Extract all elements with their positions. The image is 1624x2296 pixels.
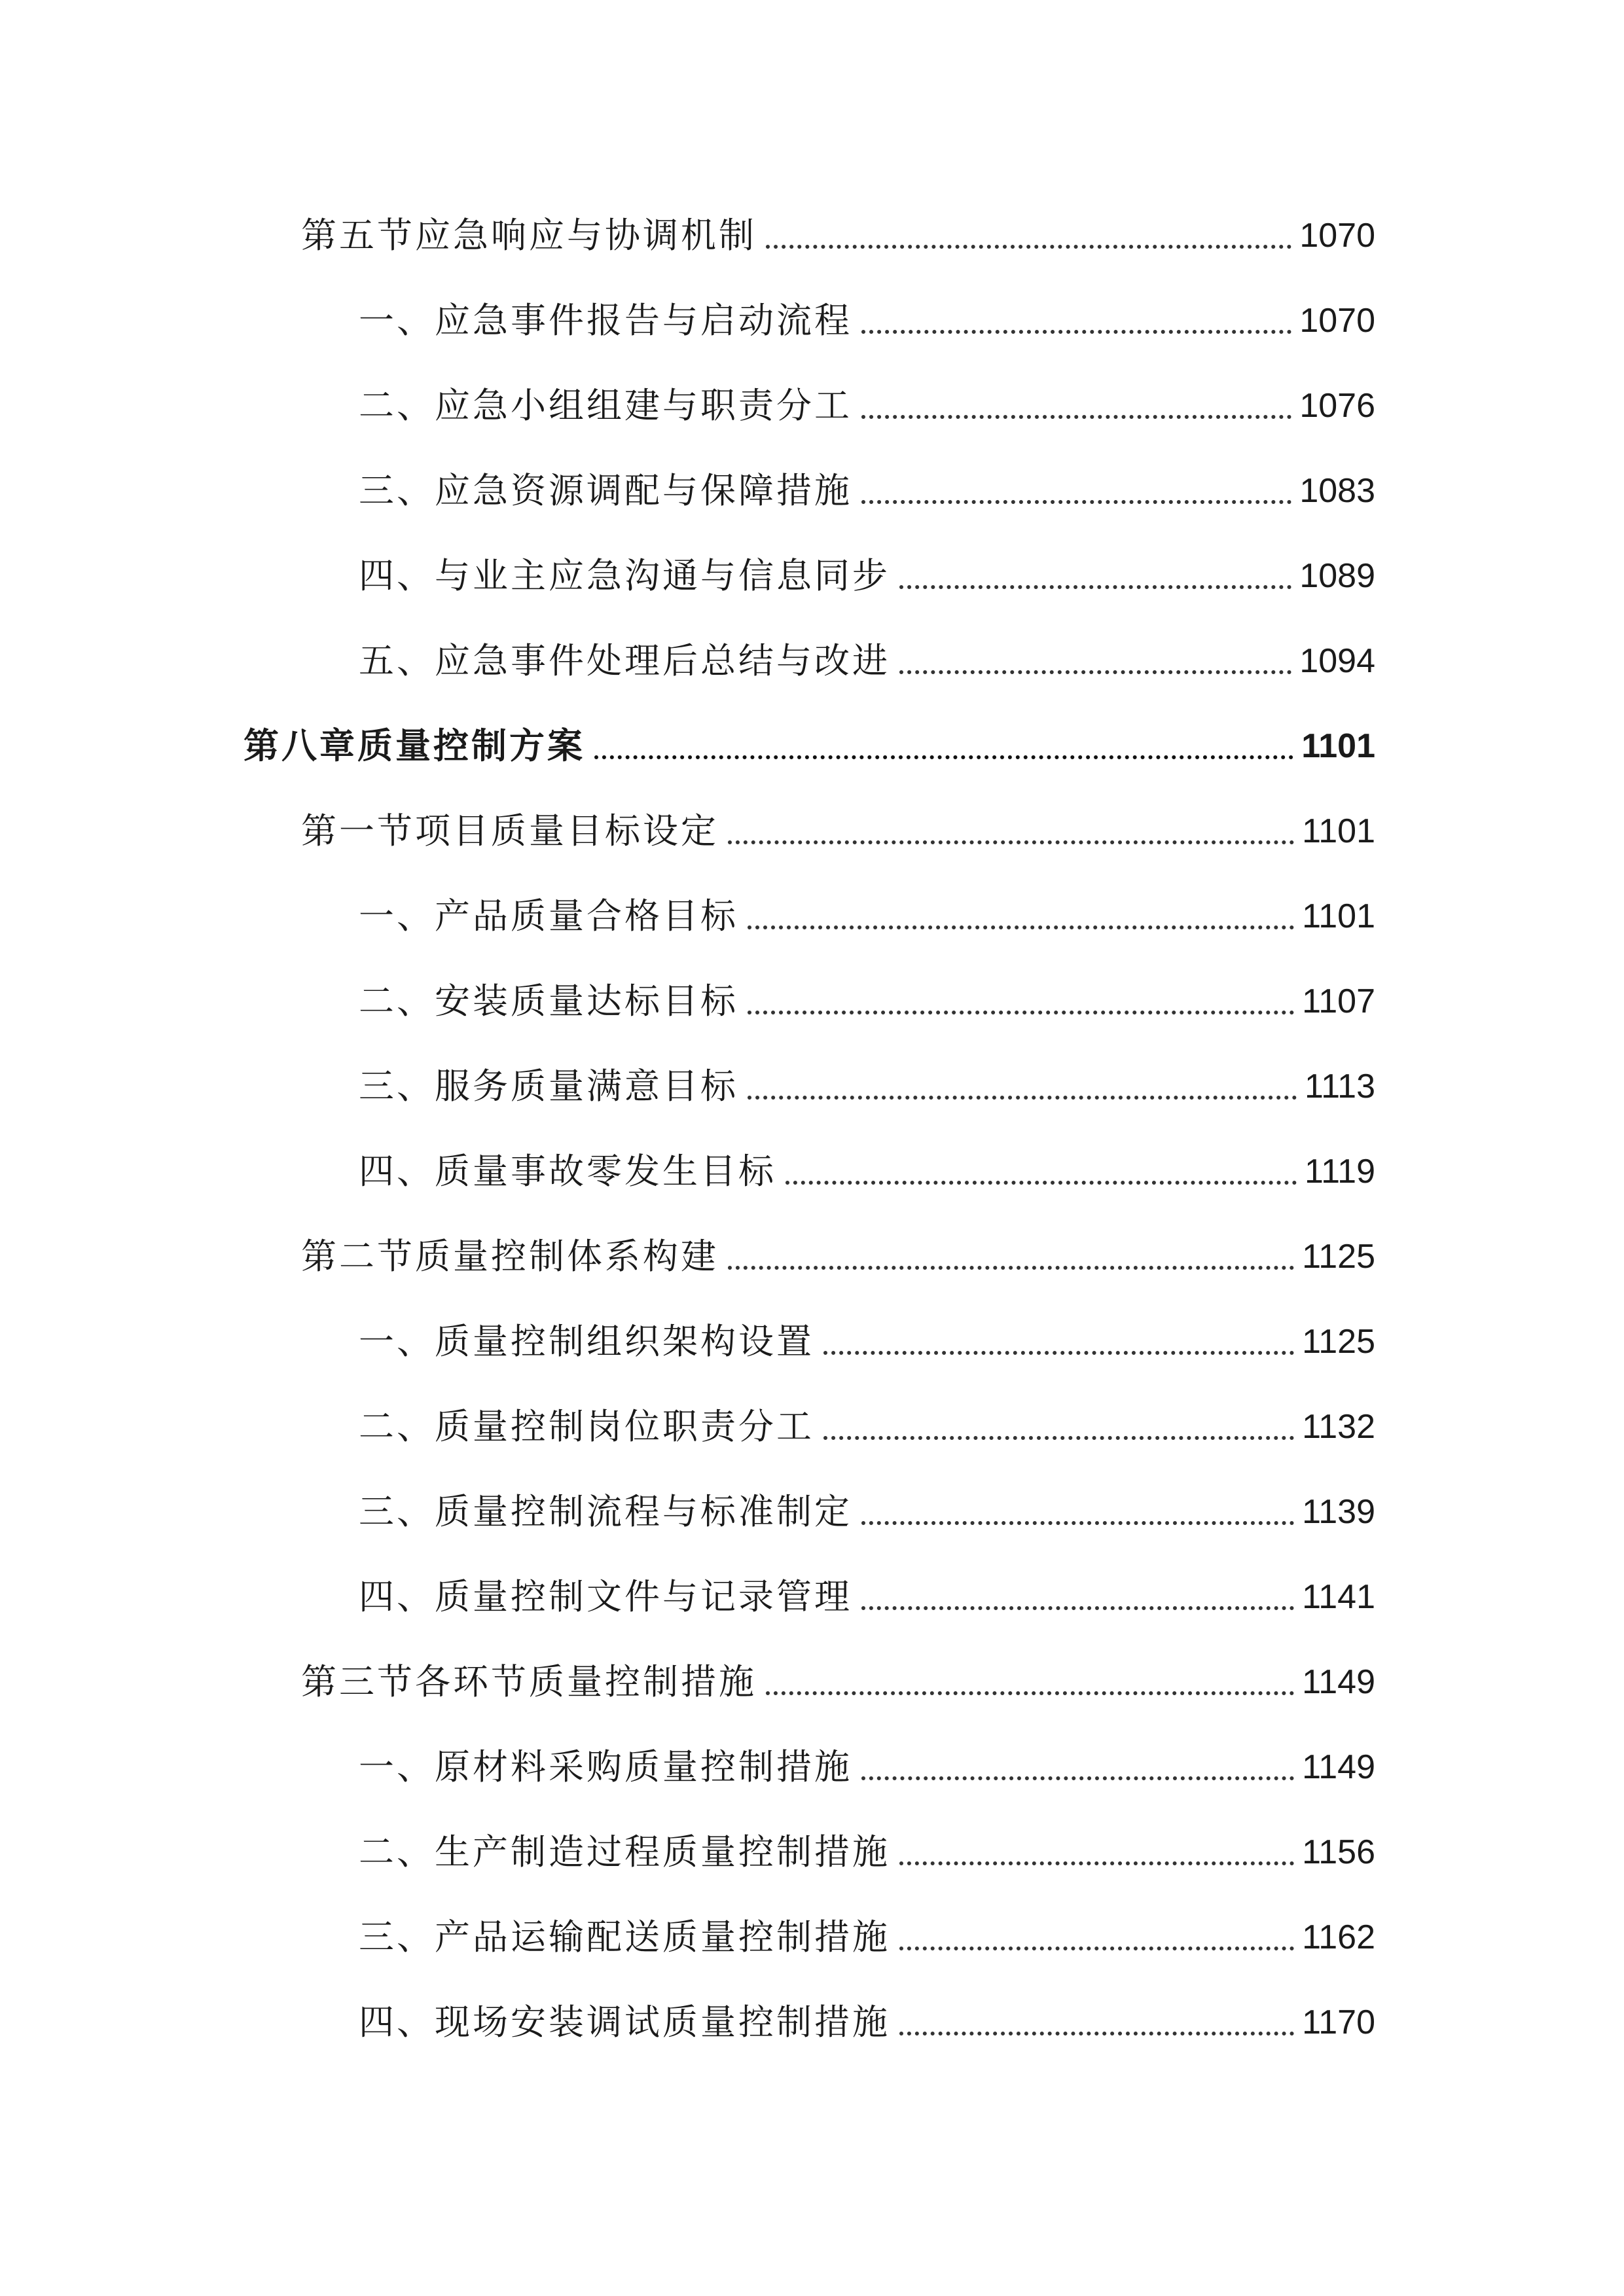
toc-entry-title: 第八章质量控制方案 [244, 725, 585, 766]
toc-entry-page-number: 1076 [1299, 387, 1375, 425]
toc-entry-chapter[interactable] [244, 720, 1375, 772]
toc-entry-section[interactable] [301, 1230, 1375, 1283]
toc-entry-item[interactable] [359, 1401, 1375, 1453]
dot-leader [899, 1861, 1294, 1865]
toc-entry-item[interactable] [359, 295, 1375, 347]
dot-leader [861, 500, 1291, 504]
toc-entry-item[interactable] [359, 465, 1375, 517]
toc-entry-page-number: 1070 [1299, 302, 1375, 340]
toc-entry-item[interactable] [359, 635, 1375, 687]
dot-leader [748, 1011, 1294, 1014]
toc-entry-title: 第二节质量控制体系构建 [301, 1236, 719, 1277]
toc-entry-page-number: 1094 [1299, 642, 1375, 680]
dot-leader [748, 1096, 1297, 1100]
dot-leader [861, 1776, 1294, 1780]
dot-leader [728, 840, 1294, 844]
toc-entry-page-number: 1156 [1302, 1833, 1375, 1871]
dot-leader [861, 1521, 1294, 1525]
toc-entry-page-number: 1132 [1302, 1408, 1375, 1446]
toc-entry-page-number: 1101 [1302, 897, 1375, 935]
dot-leader [785, 1181, 1297, 1185]
toc-entry-title: 第五节应急响应与协调机制 [301, 215, 757, 256]
toc-entry-title: 一、产品质量合格目标 [359, 895, 738, 937]
toc-entry-page-number: 1139 [1302, 1493, 1375, 1531]
toc-entry-page-number: 1170 [1302, 2003, 1375, 2041]
toc-entry-title: 二、质量控制岗位职责分工 [359, 1406, 814, 1447]
toc-entry-item[interactable] [359, 1145, 1375, 1198]
toc-entry-item[interactable] [359, 1571, 1375, 1623]
toc-entry-item[interactable] [359, 1826, 1375, 1878]
toc-entry-title: 二、生产制造过程质量控制措施 [359, 1831, 890, 1873]
toc-entry-item[interactable] [359, 1741, 1375, 1793]
dot-leader [861, 330, 1291, 334]
toc-entry-item[interactable] [359, 890, 1375, 942]
dot-leader [748, 925, 1294, 929]
toc-entry-title: 三、服务质量满意目标 [359, 1066, 738, 1107]
toc-entry-item[interactable] [359, 1996, 1375, 2049]
toc-entry-page-number: 1113 [1305, 1067, 1375, 1105]
dot-leader [899, 670, 1291, 674]
dot-leader [823, 1351, 1294, 1355]
toc-entry-title: 一、质量控制组织架构设置 [359, 1321, 814, 1362]
toc-entry-title: 四、质量事故零发生目标 [359, 1151, 776, 1192]
dot-leader [899, 585, 1291, 589]
dot-leader [823, 1436, 1294, 1440]
toc-entry-page-number: 1149 [1302, 1748, 1375, 1786]
toc-entry-item[interactable] [359, 1060, 1375, 1113]
toc-entry-title: 二、应急小组组建与职责分工 [359, 385, 852, 426]
dot-leader [766, 1691, 1294, 1695]
toc-entry-title: 一、原材料采购质量控制措施 [359, 1746, 852, 1787]
toc-entry-title: 二、安装质量达标目标 [359, 980, 738, 1022]
toc-entry-title: 三、质量控制流程与标准制定 [359, 1491, 852, 1532]
toc-entry-page-number: 1070 [1299, 217, 1375, 255]
dot-leader [861, 415, 1291, 419]
toc-entry-item[interactable] [359, 1316, 1375, 1368]
toc-entry-title: 第一节项目质量目标设定 [301, 810, 719, 852]
toc-entry-title: 第三节各环节质量控制措施 [301, 1661, 757, 1702]
toc-entry-page-number: 1125 [1302, 1323, 1375, 1361]
toc-entry-item[interactable] [359, 380, 1375, 432]
toc-entry-page-number: 1125 [1302, 1238, 1375, 1276]
toc-entry-page-number: 1101 [1301, 727, 1375, 765]
toc-entry-title: 三、应急资源调配与保障措施 [359, 470, 852, 511]
toc-entry-page-number: 1141 [1302, 1578, 1375, 1616]
toc-entry-section[interactable] [301, 209, 1375, 262]
toc-entry-title: 四、质量控制文件与记录管理 [359, 1576, 852, 1617]
toc-entry-item[interactable] [359, 550, 1375, 602]
toc-entry-section[interactable] [301, 1656, 1375, 1708]
toc-entry-title: 一、应急事件报告与启动流程 [359, 300, 852, 341]
toc-entry-title: 五、应急事件处理后总结与改进 [359, 640, 890, 681]
toc-entry-page-number: 1101 [1302, 812, 1375, 850]
toc-entry-section[interactable] [301, 805, 1375, 857]
toc-entry-page-number: 1089 [1299, 557, 1375, 595]
toc-entry-item[interactable] [359, 1486, 1375, 1538]
toc-entry-page-number: 1107 [1302, 982, 1375, 1020]
dot-leader [861, 1606, 1294, 1610]
toc-entry-page-number: 1083 [1299, 472, 1375, 510]
dot-leader [594, 755, 1293, 759]
toc-entry-title: 三、产品运输配送质量控制措施 [359, 1916, 890, 1958]
dot-leader [728, 1266, 1294, 1270]
toc-entry-item[interactable] [359, 975, 1375, 1028]
toc-entry-title: 四、与业主应急沟通与信息同步 [359, 555, 890, 596]
toc-entry-page-number: 1162 [1302, 1918, 1375, 1956]
dot-leader [766, 245, 1291, 249]
toc-entry-item[interactable] [359, 1911, 1375, 1964]
dot-leader [899, 2032, 1294, 2036]
toc-entry-page-number: 1149 [1302, 1663, 1375, 1701]
toc-entry-title: 四、现场安装调试质量控制措施 [359, 2001, 890, 2043]
toc-entry-page-number: 1119 [1305, 1153, 1375, 1191]
dot-leader [899, 1946, 1294, 1950]
